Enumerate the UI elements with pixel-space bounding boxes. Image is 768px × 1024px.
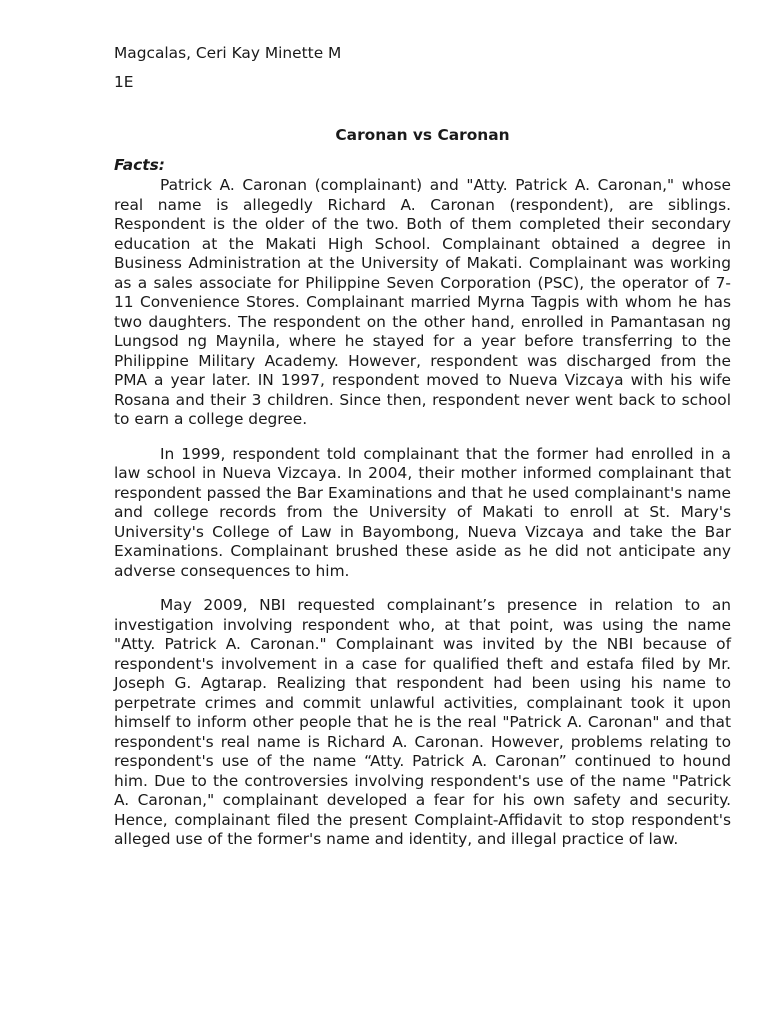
paragraph-2: In 1999, respondent told complainant that the former had enrolled in a law school in Nueva Vizcaya. In 2004, their mother informed complainant that respondent passed the Bar Examinations and that he used complainant's name and college records from the University of Makati to enroll at St. Mary's University's College of Law in Bayombong, Nueva Vizcaya and take the Bar Examinations. Complainant brushed these aside as he did not anticipate any adverse consequences to him.: [114, 444, 731, 580]
author-name: Magcalas, Ceri Kay Minette M: [114, 44, 342, 62]
class-section: 1E: [114, 73, 134, 91]
paragraph-1: Patrick A. Caronan (complainant) and "Atty. Patrick A. Caronan," whose real name is allegedly Richard A. Caronan (respondent), are siblings. Respondent is the older of the two. Both of them completed their secondary education at the Makati High School. Complainant obtained a degree in Business Administration at the University of Makati. Complainant was working as a sales associate for Philippine Seven Corporation (PSC), the operator of 7-11 Convenience Stores. Complainant married Myrna Tagpis with whom he has two daughters. The respondent on the other hand, enrolled in Pamantasan ng Lungsod ng Maynila, where he stayed for a year before transferring to the Philippine Military Academy. However, respondent was discharged from the PMA a year later. IN 1997, respondent moved to Nueva Vizcaya with his wife Rosana and their 3 children. Since then, respondent never went back to school to earn a college degree.: [114, 176, 731, 428]
document-title: Caronan vs Caronan: [335, 126, 510, 144]
facts-heading: Facts:: [114, 156, 165, 174]
paragraph-3: May 2009, NBI requested complainant’s presence in relation to an investigation involving respondent who, at that point, was using the name "Atty. Patrick A. Caronan." Complainant was invited by the NBI because of respondent's involvement in a case for qualified theft and estafa filed by Mr. Joseph G. Agtarap. Realizing that respondent had been using his name to perpetrate crimes and commit unlawful activities, complainant took it upon himself to inform other people that he is the real "Patrick A. Caronan" and that respondent's real name is Richard A. Caronan. However, problems relating to respondent's use of the name “Atty. Patrick A. Caronan” continued to hound him. Due to the controversies involving respondent's use of the name "Patrick A. Caronan," complainant developed a fear for his own safety and security. Hence, complainant filed the present Complaint-Affidavit to stop respondent's alleged use of the former's name and identity, and illegal practice of law.: [114, 596, 731, 848]
document-page: [114, 43, 731, 850]
